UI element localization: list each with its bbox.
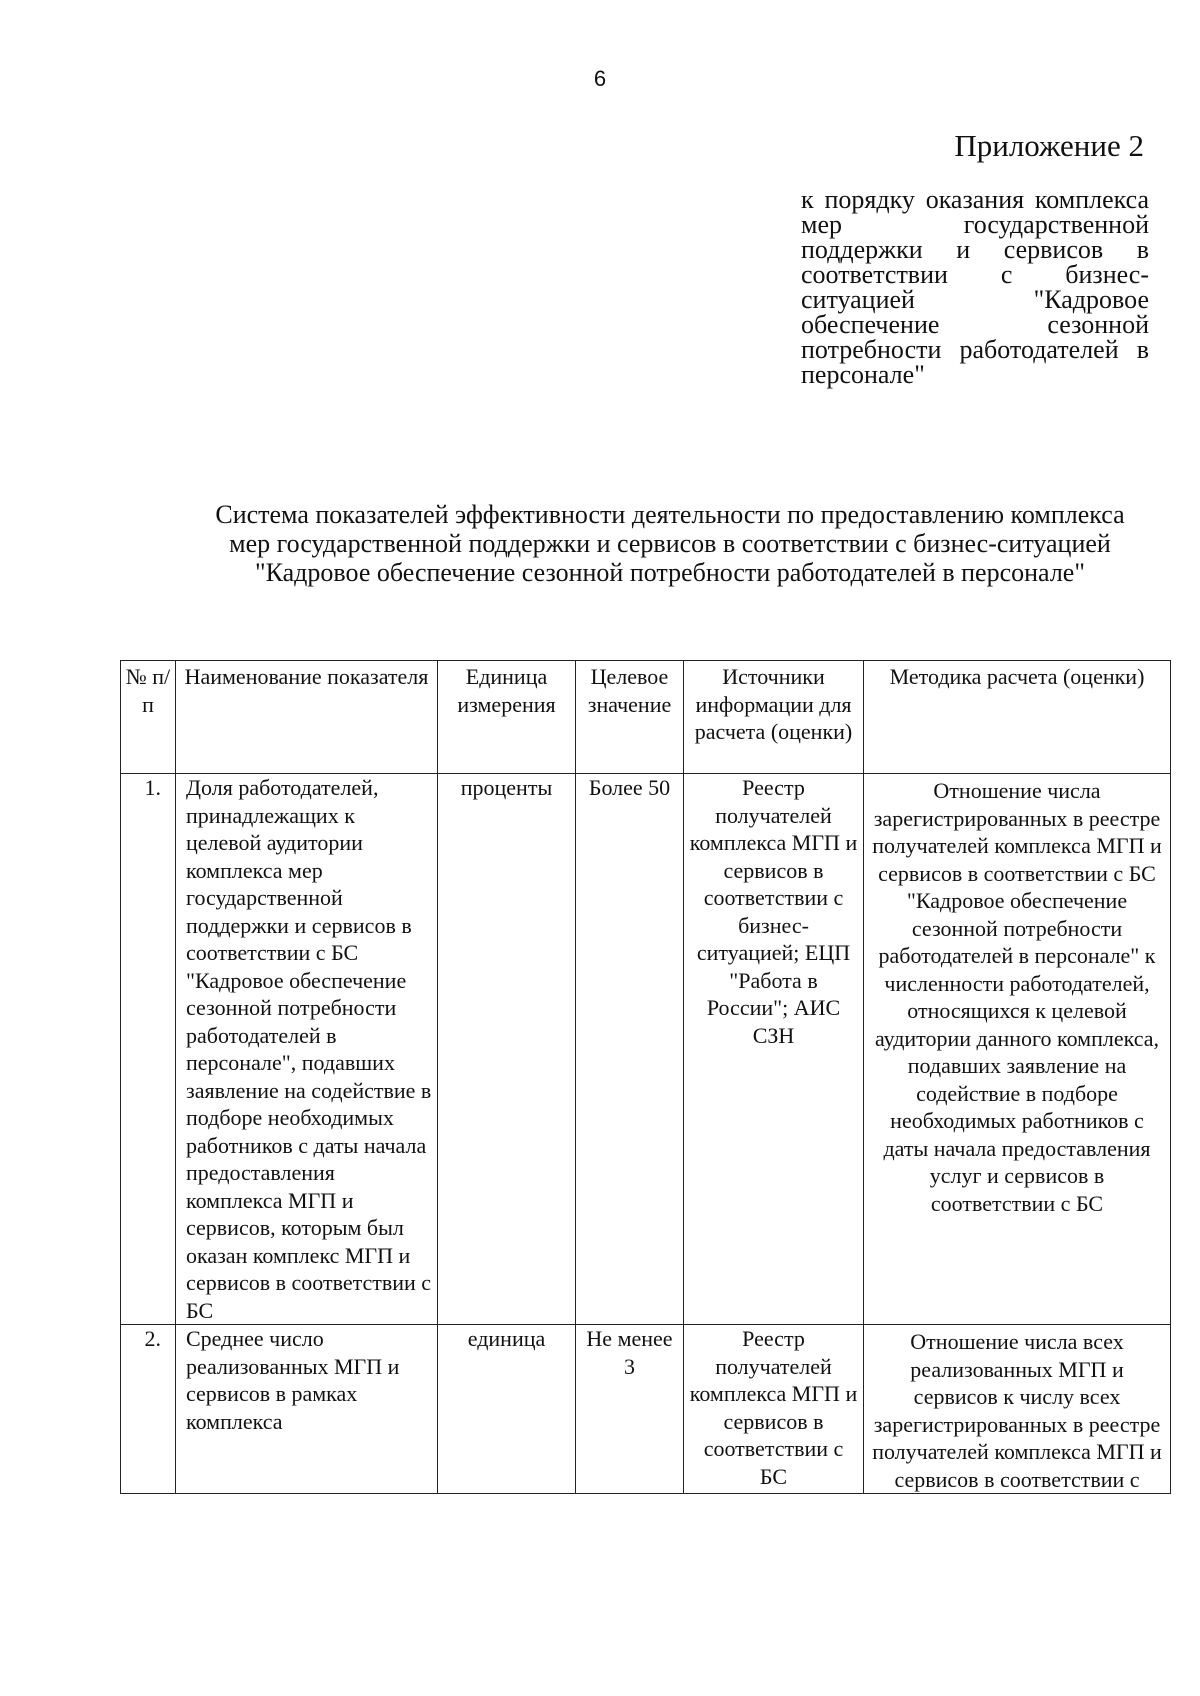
indicator-name: Доля работодателей, принадлежащих к целевой аудитории комплекса мер государственной поддержки и сервисов в соответствии с БС "Кадровое обеспечение сезонной потребности работодателей в персонале", подавших заявление на содействие в подборе необходимых работников с даты начала предоставления комплекса МГП и сервисов, которым был оказан комплекс МГП и сервисов в соответствии с БС	[176, 774, 438, 1325]
header-method: Методика расчета (оценки)	[864, 661, 1171, 774]
appendix-title: Приложение 2	[954, 128, 1144, 163]
indicator-target: Более 50	[576, 774, 684, 1325]
header-sources: Источники информации для расчета (оценки)	[684, 661, 864, 774]
appendix-subtitle: к порядку оказания комплекса мер государственной поддержки и сервисов в соответствии с бизнес-ситуацией "Кадровое обеспечение сезонной потребности работодателей в персонале"	[801, 185, 1149, 389]
indicator-name: Среднее число реализованных МГП и сервисов в рамках комплекса	[176, 1325, 438, 1494]
table-row	[121, 774, 1171, 1325]
page-number: 6	[593, 66, 607, 91]
row-number: 2.	[121, 1325, 176, 1494]
indicator-unit: проценты	[438, 774, 576, 1325]
indicator-unit: единица	[438, 1325, 576, 1494]
header-target-value: Целевое значение	[576, 661, 684, 774]
table-header-row	[121, 661, 1171, 774]
indicator-method: Отношение числа всех реализованных МГП и сервисов к числу всех зарегистрированных в реестре получателей комплекса МГП и сервисов в соответствии с	[864, 1325, 1171, 1494]
indicator-target: Не менее 3	[576, 1325, 684, 1494]
indicator-sources: Реестр получателей комплекса МГП и сервисов в соответствии с БС	[684, 1325, 864, 1494]
document-title: Система показателей эффективности деятельности по предоставлению комплекса мер государственной поддержки и сервисов в соответствии с бизнес-ситуацией "Кадровое обеспечение сезонной потребности работодателей в персонале"	[215, 500, 1125, 587]
header-number: № п/п	[121, 661, 176, 774]
row-number: 1.	[121, 774, 176, 1325]
indicator-sources: Реестр получателей комплекса МГП и сервисов в соответствии с бизнес-ситуацией; ЕЦП "Работа в России"; АИС СЗН	[684, 774, 864, 1325]
table-row	[121, 1325, 1171, 1494]
header-indicator-name: Наименование показателя	[176, 661, 438, 774]
indicator-method: Отношение числа зарегистрированных в реестре получателей комплекса МГП и сервисов в соответствии с БС "Кадровое обеспечение сезонной потребности работодателей в персонале" к численности работодателей, относящихся к целевой аудитории данного комплекса, подавших заявление на содействие в подборе необходимых работников с даты начала предоставления услуг и сервисов в соответствии с БС	[864, 774, 1171, 1325]
indicators-table	[120, 660, 1171, 1494]
header-unit: Единица измерения	[438, 661, 576, 774]
